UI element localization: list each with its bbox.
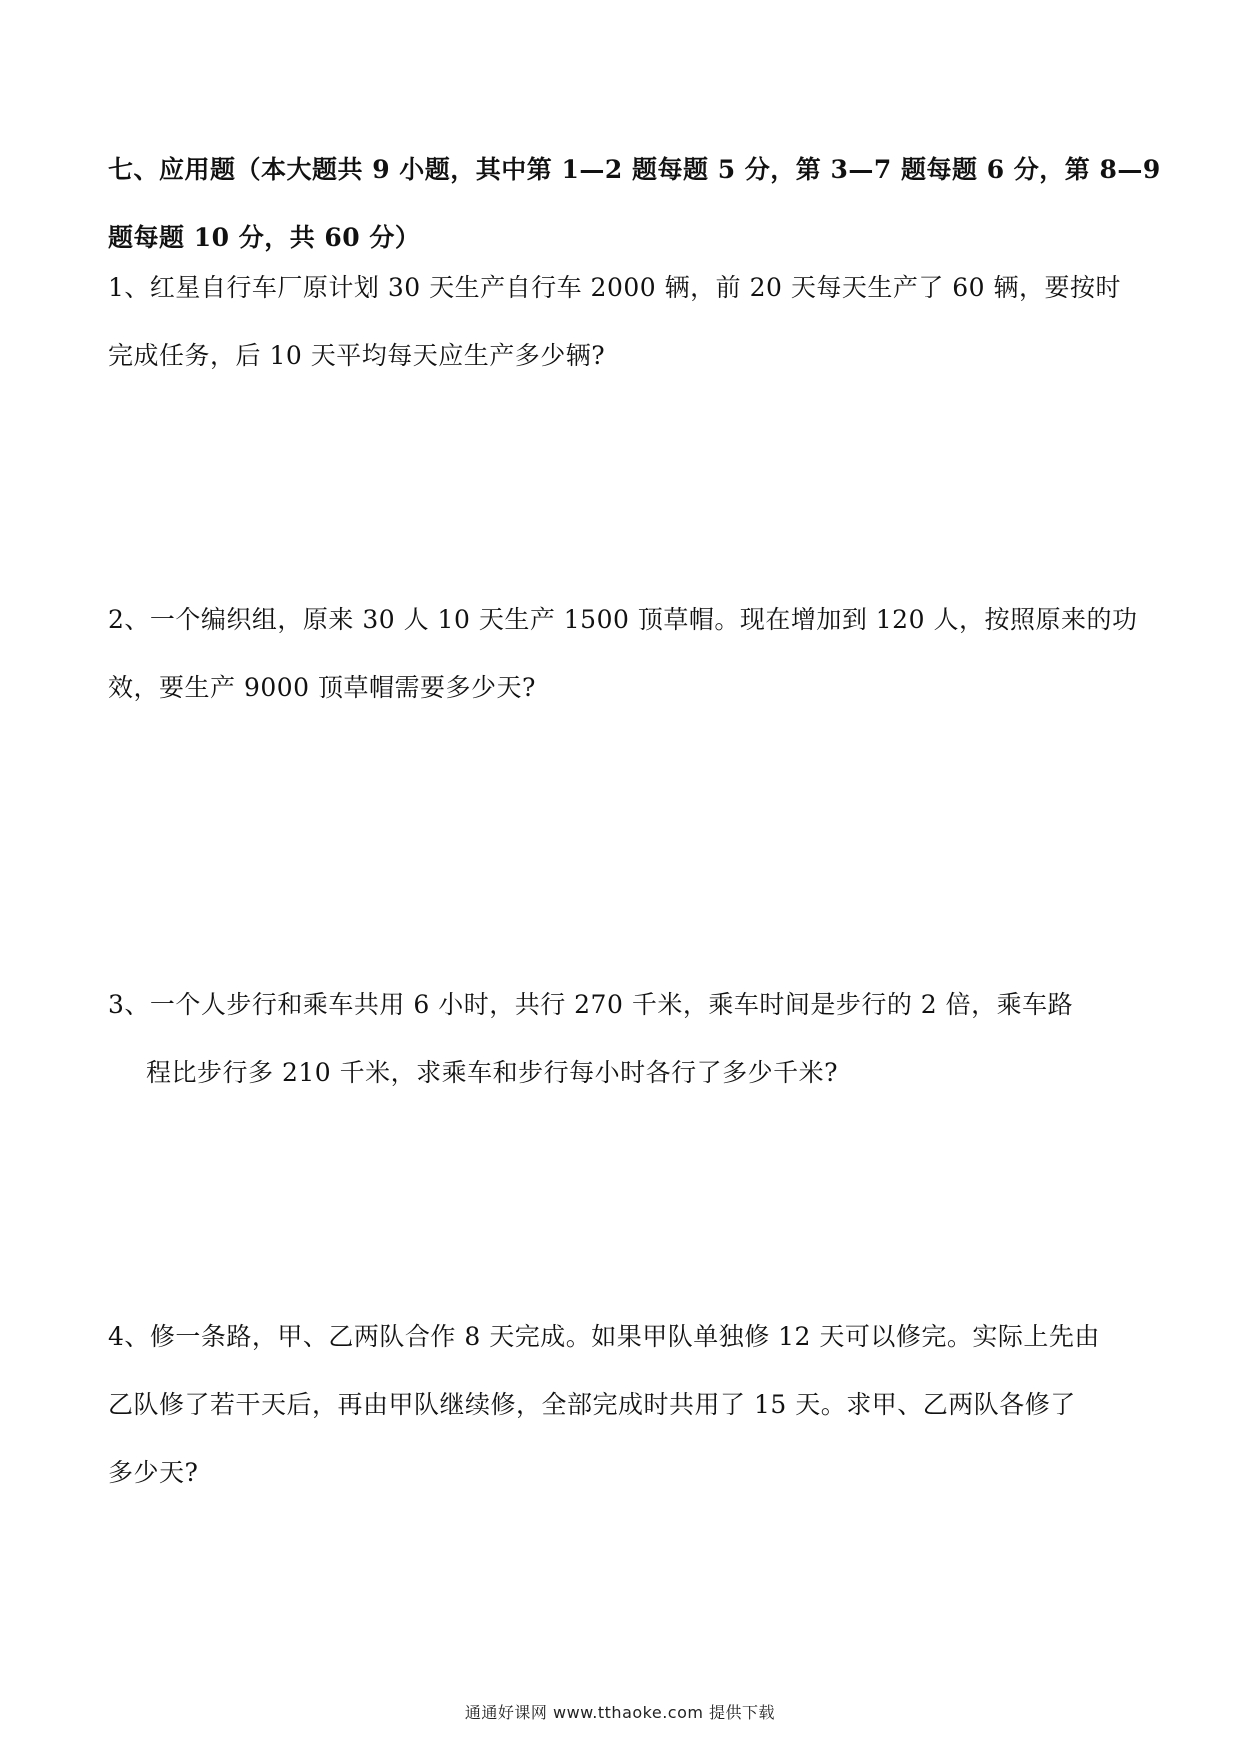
question-2-line-1: 2、一个编织组，原来 30 人 10 天生产 1500 顶草帽。现在增加到 120 人，按照原来的功	[108, 605, 1138, 634]
question-4-line-2: 乙队修了若干天后，再由甲队继续修，全部完成时共用了 15 天。求甲、乙两队各修了	[108, 1390, 1076, 1419]
question-2	[108, 586, 1148, 722]
section-heading	[108, 136, 1161, 272]
question-1-line-1: 1、红星自行车厂原计划 30 天生产自行车 2000 辆，前 20 天每天生产了 60 辆，要按时	[108, 273, 1122, 302]
question-3-line-2: 程比步行多 210 千米，求乘车和步行每小时各行了多少千米?	[146, 1058, 839, 1087]
question-1-line-2: 完成任务，后 10 天平均每天应生产多少辆?	[108, 341, 606, 370]
question-4-line-1: 4、修一条路，甲、乙两队合作 8 天完成。如果甲队单独修 12 天可以修完。实际上先由	[108, 1322, 1100, 1351]
question-2-line-2: 效，要生产 9000 顶草帽需要多少天?	[108, 673, 536, 702]
section-heading-line-1: 七、应用题（本大题共 9 小题，其中第 1—2 题每题 5 分，第 3—7 题每题 6 分，第 8—9	[108, 155, 1161, 184]
question-3-line-1: 3、一个人步行和乘车共用 6 小时，共行 270 千米，乘车时间是步行的 2 倍，乘车路	[108, 990, 1074, 1019]
question-4	[108, 1303, 1148, 1507]
question-3	[108, 971, 1148, 1107]
question-4-line-3: 多少天?	[108, 1458, 199, 1487]
page-footer: 通通好课网 www.tthaoke.com 提供下载	[464, 1703, 776, 1722]
question-1	[108, 254, 1148, 390]
section-heading-line-2: 题每题 10 分，共 60 分）	[108, 223, 421, 252]
